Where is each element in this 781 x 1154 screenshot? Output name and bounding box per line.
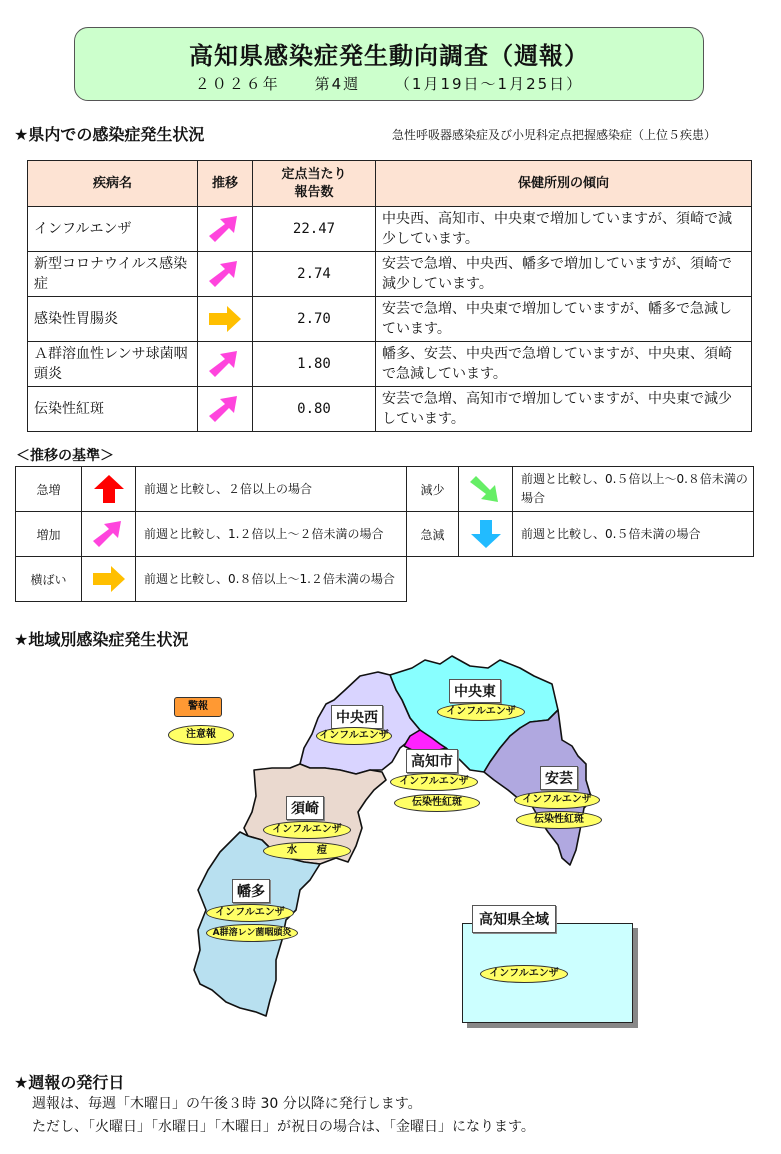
alert-susaki-1: インフルエンザ (263, 821, 351, 839)
health-center-tendency: 安芸で急増、中央西、幡多で増加していますが、須崎で減少しています。 (376, 252, 752, 297)
alert-aki-2: 伝染性紅斑 (516, 811, 602, 829)
alert-prefecture-wide-1: インフルエンザ (480, 965, 568, 983)
disease-name: インフルエンザ (28, 207, 198, 252)
health-center-tendency: 中央西、高知市、中央東で増加していますが、須崎で減少しています。 (376, 207, 752, 252)
issue-date-holiday-text: ただし、「火曜日」「水曜日」「木曜日」が祝日の場合は、「金曜日」になります。 (32, 1119, 535, 1135)
issue-date-text: 週報は、毎週「木曜日」の午後３時 30 分以降に発行します。 (32, 1096, 422, 1112)
disease-name: 伝染性紅斑 (28, 387, 198, 432)
criteria-desc: 前週と比較し、1.２倍以上～２倍未満の場合 (136, 512, 407, 557)
criteria-label: 急減 (407, 512, 459, 557)
alert-aki-1: インフルエンザ (514, 791, 600, 809)
health-center-tendency: 幡多、安芸、中央西で急増していますが、中央東、須崎で急減しています。 (376, 342, 752, 387)
report-count: 2.74 (253, 252, 376, 297)
report-count: 22.47 (253, 207, 376, 252)
region-label-chuo-nishi: 中央西 (331, 705, 383, 729)
criteria-label: 減少 (407, 467, 459, 512)
page-title: 高知県感染症発生動向調査（週報） (189, 42, 589, 70)
health-center-tendency: 安芸で急増、中央東で増加していますが、幡多で急減しています。 (376, 297, 752, 342)
criteria-desc: 前週と比較し、0.８倍以上～1.２倍未満の場合 (136, 557, 407, 602)
alert-kochi-city-1: インフルエンザ (390, 773, 478, 791)
alert-hata-1: インフルエンザ (206, 904, 294, 922)
criteria-label: 増加 (16, 512, 82, 557)
alert-hata-2: A群溶レン菌咽頭炎 (206, 924, 298, 942)
section-note: 急性呼吸器感染症及び小児科定点把握感染症（上位５疾患） (392, 128, 717, 142)
criteria-label: 横ばい (16, 557, 82, 602)
section-heading-prefecture-status: ★県内での感染症発生状況 (14, 125, 205, 144)
section-heading-regional-status: ★地域別感染症発生状況 (14, 630, 189, 649)
col-count: 定点当たり 報告数 (253, 161, 376, 207)
region-label-susaki: 須崎 (286, 796, 324, 820)
criteria-heading: ＜推移の基準＞ (16, 448, 114, 464)
report-count: 2.70 (253, 297, 376, 342)
report-year: ２０２６年 (194, 75, 280, 93)
alert-chuo-nishi-1: インフルエンザ (316, 727, 392, 745)
region-label-kochi-city: 高知市 (406, 749, 458, 773)
alert-susaki-2: 水 痘 (263, 842, 351, 860)
col-disease: 疾病名 (28, 161, 198, 207)
disease-name: 新型コロナウイルス感染症 (28, 252, 198, 297)
col-tendency: 保健所別の傾向 (376, 161, 752, 207)
region-label-hata: 幡多 (232, 879, 270, 903)
report-count: 1.80 (253, 342, 376, 387)
section-heading-issue-date: ★週報の発行日 (14, 1073, 125, 1092)
health-center-tendency: 安芸で急増、高知市で増加していますが、中央東で減少しています。 (376, 387, 752, 432)
report-date-range: （1月19日～1月25日） (394, 75, 584, 93)
region-label-aki: 安芸 (540, 766, 578, 790)
disease-name: 感染性胃腸炎 (28, 297, 198, 342)
col-trend: 推移 (198, 161, 253, 207)
disease-name: Ａ群溶血性レンサ球菌咽頭炎 (28, 342, 198, 387)
criteria-desc: 前週と比較し、２倍以上の場合 (136, 467, 407, 512)
criteria-desc: 前週と比較し、0.５倍以上～0.８倍未満の場合 (513, 467, 754, 512)
legend-caution: 注意報 (168, 725, 234, 745)
alert-chuo-higashi-1: インフルエンザ (437, 703, 525, 721)
legend-alarm: 警報 (174, 697, 222, 717)
region-label-chuo-higashi: 中央東 (449, 679, 501, 703)
report-week: 第4週 (314, 75, 361, 93)
criteria-desc: 前週と比較し、0.５倍未満の場合 (513, 512, 754, 557)
criteria-label: 急増 (16, 467, 82, 512)
report-count: 0.80 (253, 387, 376, 432)
alert-kochi-city-2: 伝染性紅斑 (394, 794, 480, 812)
region-label-prefecture-wide: 高知県全域 (472, 905, 556, 933)
